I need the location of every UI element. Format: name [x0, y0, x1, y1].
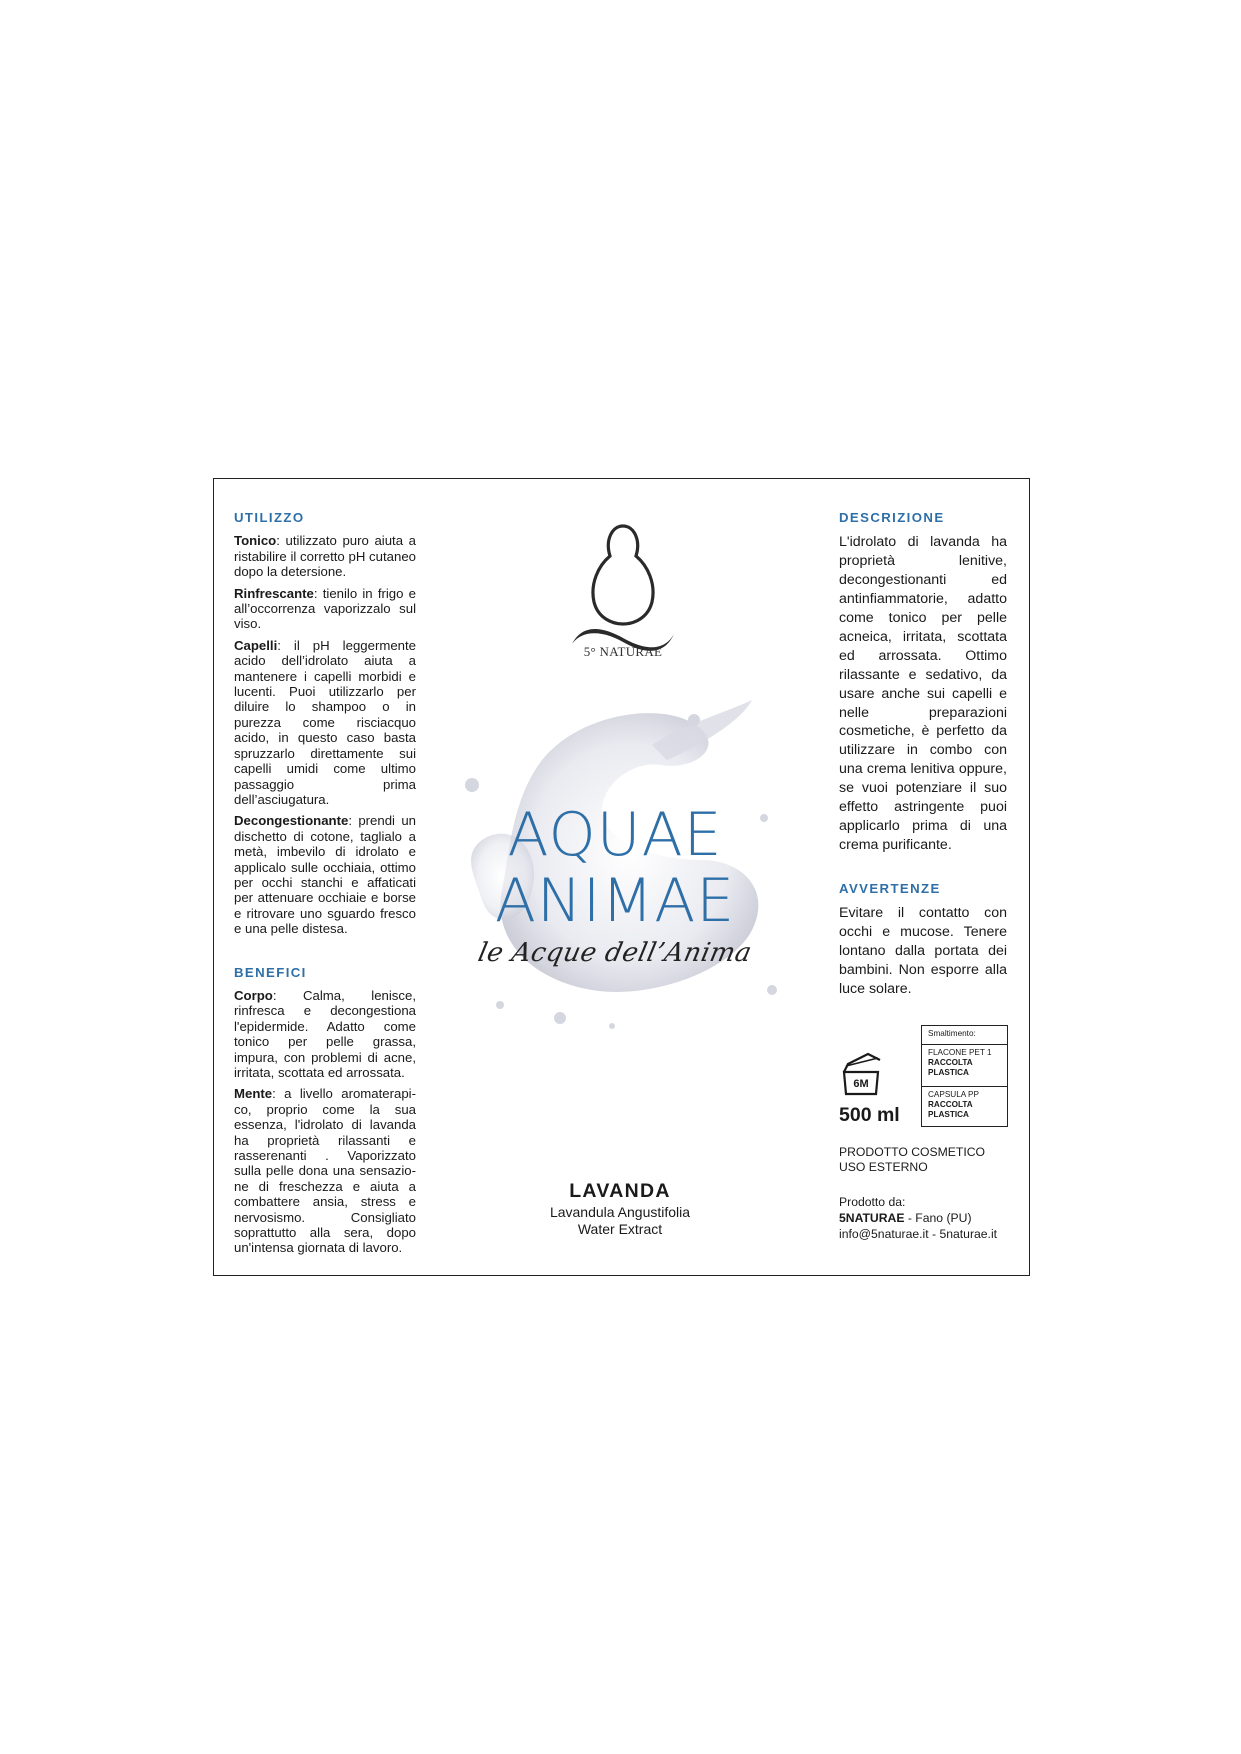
producer-info [839, 1194, 997, 1242]
utilizzo-title: UTILIZZO [234, 510, 305, 525]
disposal-table [921, 1025, 1008, 1127]
brand-script-subtitle: le Acque dell’Anima [475, 938, 755, 968]
disposal-row: FLACONE PET 1 RACCOLTA PLASTICA [928, 1048, 992, 1077]
brand-title-line2: ANIMAE [494, 866, 736, 936]
product-latin-name: Lavandula Angustifolia Water Extract [549, 1204, 691, 1237]
pao-label: 6M [853, 1078, 869, 1090]
utilizzo-tonico: Tonico: utilizzato puro aiuta a ristabilire il corretto pH cutaneo dopo la detersione. [234, 533, 416, 580]
utilizzo-capelli: Capelli: il pH leggermente acido dell’idrolato aiuta a mantenere i capelli morbidi e lucenti. Puoi utilizzarlo per diluire lo shampoo o in purezza come risciacquo acido, in questo caso basta spruzzarlo direttamente sui capelli umidi come ultimo passaggio prima dell’asciugatura. [234, 637, 416, 807]
descrizione-text: L'idrolato di lavanda ha proprietà lenitive, decongestionanti ed antinfiammatorie, adatto come tonico per pelle acneica, irritata, scottata ed arrossata. Ottimo rilassante e sedativo, da usare anche sui capelli e nelle preparazioni cosmetiche, è perfetto da utilizzare in combo con una crema lenitiva oppure, se vuoi potenziare il suo effetto astringente puoi applicarlo prima di una crema purificante. [839, 534, 1007, 853]
volume: 500 ml [839, 1104, 900, 1126]
brand-title-line1: AQUAE [507, 800, 723, 870]
benefici-mente: Mente: a livello aromaterapi-co, proprio come la sua essenza, l'idrolato di lavanda ha proprietà rilassanti e rasserenanti . Vaporizzato sulla pelle dona una sensazio-ne di freschezza e aiuta a combattere ansia, stress e nervosismo. Consigliato soprattutto alla sera, dopo un'intensa giornata di lavoro. [234, 1086, 416, 1256]
producer-contact: info@5naturae.it - 5naturae.it [839, 1227, 998, 1241]
benefici-title: BENEFICI [234, 964, 307, 980]
utilizzo-decongestionante: Decongestionante: prendi un dischetto di cotone, taglialo a metà, imbevilo di idrolato e applicalo sulle occhiaia, ottimo per occhi stanchi e affaticati per attenuare occhiaie e borse e ritrovare uno sguardo fresco e una pelle distesa. [234, 813, 416, 937]
left-column [234, 510, 416, 1262]
disposal-row: CAPSULA PP RACCOLTA PLASTICA [922, 1086, 1007, 1127]
brand-logo-text: 5° NATURAE [583, 644, 663, 659]
avvertenze-text: Evitare il contatto con occhi e mucose. Tenere lontano dalla portata dei bambini. Non esporre alla luce solare. [839, 905, 1007, 997]
descrizione-title: DESCRIZIONE [839, 510, 945, 525]
producer-line: 5NATURAE - Fano (PU) [839, 1211, 972, 1225]
utilizzo-rinfrescante: Rinfrescante: tienilo in frigo e all’occorrenza vaporizzalo sul viso. [234, 585, 416, 632]
product-name: LAVANDA [569, 1180, 671, 1202]
cosmetic-notice: PRODOTTO COSMETICO USO ESTERNO [839, 1145, 986, 1174]
meditation-logo-icon [568, 514, 678, 664]
benefici-corpo: Corpo: Calma, lenisce, rinfresca e decongestiona l'epidermide. Adatto come tonico per pelle grassa, impura, con problemi di acne, irritata, scottata ed arrossata. [234, 987, 416, 1080]
right-column [839, 510, 1007, 999]
disposal-header: Smaltimento: [922, 1026, 1007, 1045]
avvertenze-title: AVVERTENZE [839, 880, 941, 896]
producer-label: Prodotto da: [839, 1195, 906, 1209]
